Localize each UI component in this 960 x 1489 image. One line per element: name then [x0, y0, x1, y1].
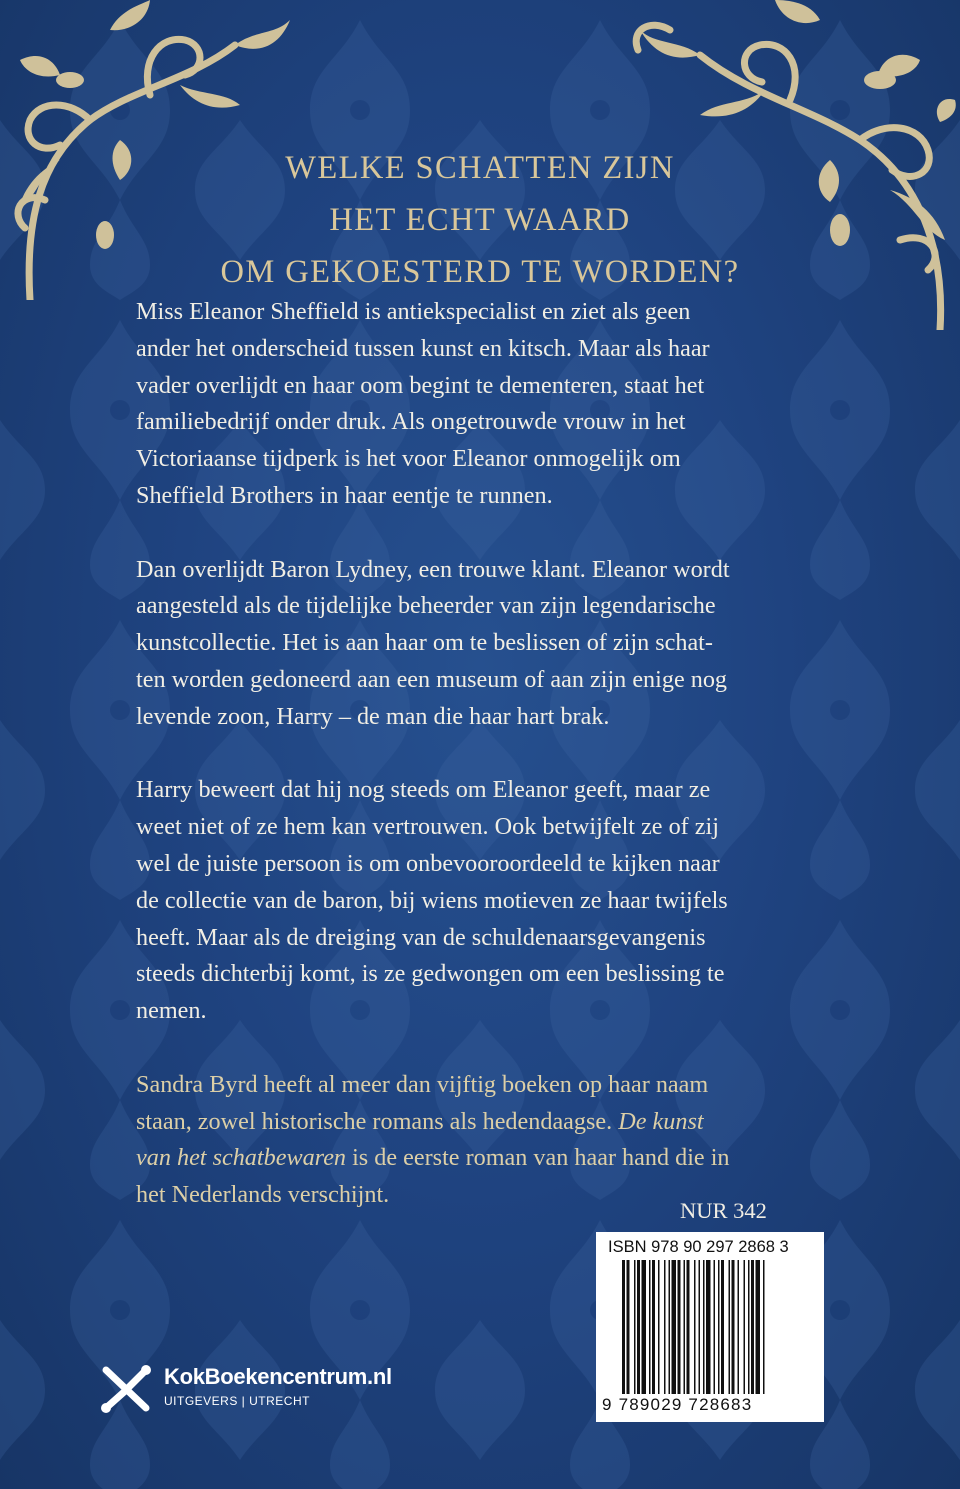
text-line: ander het onderscheid tussen kunst en kitsch. Maar als haar: [136, 334, 710, 362]
text-line: wel de juiste persoon is om onbevooroordeeld te kijken naar: [136, 849, 720, 877]
text-line: Miss Eleanor Sheffield is antiekspecialist en ziet als geen: [136, 298, 691, 325]
text-line: Harry beweert dat hij nog steeds om Eleanor geeft, maar ze: [136, 776, 711, 804]
author-bio: [136, 1067, 836, 1214]
blurb-paragraph-3: [136, 772, 836, 1030]
blurb-paragraph-1: [136, 294, 836, 515]
text-line: familiebedrijf onder druk. Als ongetrouwde vrouw in het: [136, 408, 686, 436]
text-line: Sandra Byrd heeft al meer dan vijftig boeken op haar naam: [136, 1070, 709, 1098]
text-line: vader overlijdt en haar oom begint te dementeren, staat het: [136, 371, 705, 399]
text-line: aangesteld als de tijdelijke beheerder van zijn legendarische: [136, 592, 716, 620]
isbn-label: ISBN 978 90 297 2868 3: [608, 1238, 789, 1256]
text-line: [136, 1140, 836, 1177]
publisher-name: KokBoekencentrum.nl: [164, 1364, 392, 1389]
text-line: Victoriaanse tijdperk is het voor Eleanor onmogelijk om: [136, 445, 681, 473]
bio-text: is de eerste roman van haar hand die in: [346, 1144, 730, 1172]
publisher-logo: [98, 1358, 458, 1418]
isbn-barcode: [596, 1232, 824, 1422]
text-line: de collectie van de baron, bij wiens motieven ze haar twijfels: [136, 886, 728, 914]
text-line: het Nederlands verschijnt.: [136, 1181, 390, 1209]
text-line: Dan overlijdt Baron Lydney, een trouwe klant. Eleanor wordt: [136, 555, 730, 583]
headline-line: WELKE SCHATTEN ZIJN: [285, 150, 675, 186]
text-line: weet niet of ze hem kan vertrouwen. Ook betwijfelt ze of zij: [136, 813, 719, 841]
book-title-italic: De kunst: [618, 1107, 704, 1135]
blurb-text: [136, 294, 836, 1251]
nur-code: NUR 342: [680, 1198, 767, 1223]
text-line: nemen.: [136, 997, 207, 1025]
headline-line: OM GEKOESTERD TE WORDEN?: [220, 254, 740, 290]
text-line: steeds dichterbij komt, is ze gedwongen om een beslissing te: [136, 960, 725, 988]
book-title-italic: van het schatbewaren: [136, 1144, 347, 1172]
text-line: ten worden gedoneerd aan een museum of aan zijn enige nog: [136, 665, 728, 693]
bio-text: staan, zowel historische romans als hedendaagse.: [136, 1107, 619, 1135]
text-line: heeft. Maar als de dreiging van de schuldenaarsgevangenis: [136, 923, 706, 951]
text-line: kunstcollectie. Het is aan haar om te beslissen of zijn schat-: [136, 629, 713, 657]
text-line: Sheffield Brothers in haar eentje te runnen.: [136, 481, 553, 509]
barcode-bars-icon: [622, 1260, 802, 1394]
text-line: levende zoon, Harry – de man die haar hart brak.: [136, 702, 610, 730]
isbn-digits: 9 789029 728683: [602, 1395, 753, 1414]
publisher-subtitle: UITGEVERS | UTRECHT: [164, 1394, 310, 1408]
publisher-x-logo-icon: [98, 1362, 154, 1416]
cover-headline: [0, 142, 960, 298]
headline-line: HET ECHT WAARD: [329, 202, 631, 238]
text-line: [136, 1104, 836, 1141]
blurb-paragraph-2: [136, 552, 836, 736]
